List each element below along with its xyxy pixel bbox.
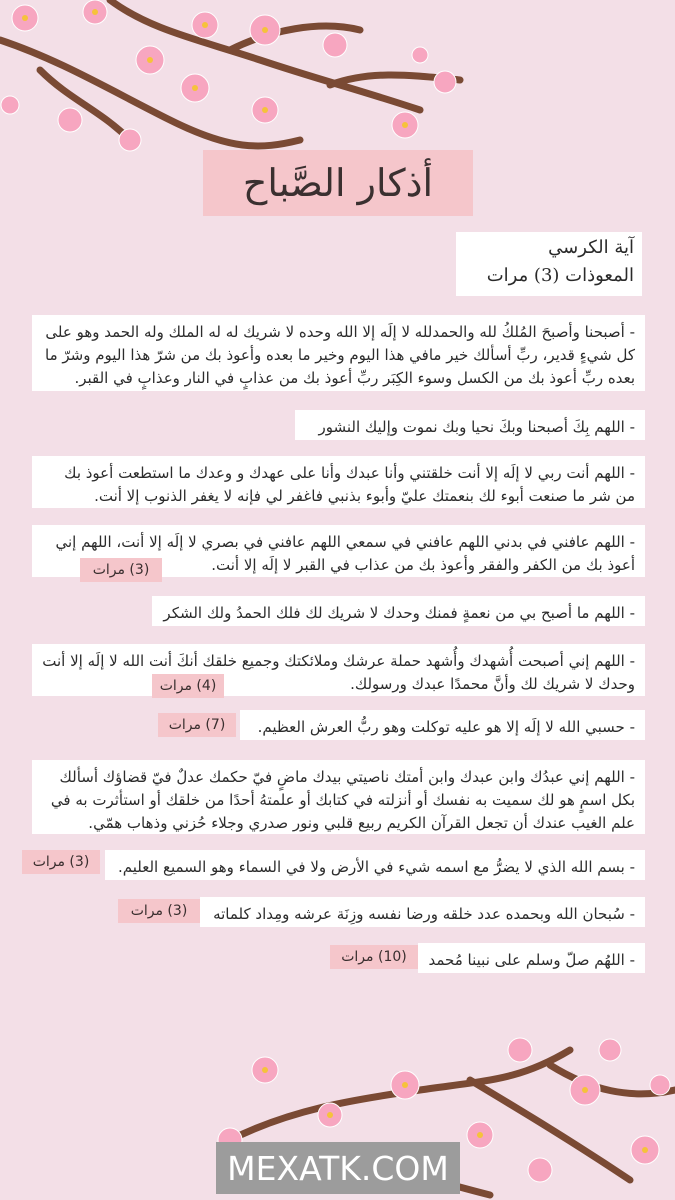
dhikr-card-2: - اللهم بِكَ أصبحنا وبكَ نحيا وبك نموت وإليك النشور <box>295 410 645 440</box>
dhikr-card-5: - اللهم ما أصبح بي من نعمةٍ فمنك وحدك لا شريك لك فلك الحمدُ ولك الشكر <box>152 596 645 626</box>
dhikr-card-9: - بسم الله الذي لا يضرُّ مع اسمه شيء في الأرض ولا في السماء وهو السميع العليم. <box>105 850 645 880</box>
subtitle-line-1: آية الكرسي <box>548 237 634 258</box>
page-title-box <box>203 150 473 216</box>
count-badge-9: (3) مرات <box>22 850 100 874</box>
dhikr-card-7: - حسبي الله لا إلَه إلا هو عليه توكلت وهو ربُّ العرش العظيم. <box>240 710 645 740</box>
dhikr-card-11: - اللهُم صلّ وسلم على نبينا مُحمد <box>418 943 645 973</box>
subtitle-box <box>456 232 642 296</box>
watermark-text: MEXATK.COM <box>227 1148 449 1188</box>
subtitle-line-2: المعوذات (3) مرات <box>486 265 634 286</box>
count-badge-7: (7) مرات <box>158 713 236 737</box>
cherry-blossom-branch-top <box>0 0 675 160</box>
watermark-logo <box>216 1142 460 1194</box>
dhikr-card-4: - اللهم عافني في بدني اللهم عافني في سمعي اللهم عافني في بصري لا إلَه إلا أنت، اللهم إني أعوذ بك من الكفر والفقر وأعوذ بك من عذاب في القبر لا إلَه إلا أنت. <box>32 525 645 577</box>
count-badge-11: (10) مرات <box>330 945 418 969</box>
count-badge-4: (3) مرات <box>80 558 162 582</box>
count-badge-6: (4) مرات <box>152 674 224 698</box>
dhikr-card-10: - سُبحان الله وبحمده عدد خلقه ورضا نفسه وزِنَة عرشه ومِداد كلماته <box>200 897 645 927</box>
count-badge-10: (3) مرات <box>118 899 200 923</box>
dhikr-card-8: - اللهم إني عبدُك وابن عبدك وابن أمتك ناصيتي بيدك ماضٍ فيّ حكمك عدلٌ فيّ قضاؤك أسألك بكل اسمٍ هو لك سميت به نفسك أو أنزلته في كتابك أو علمتهُ أحدًا من خلقك أو استأثرت به في علم الغيب عندك أن تجعل القرآن الكريم ربيع قلبي ونور صدري وجلاء حُزني وذهاب همّي. <box>32 760 645 834</box>
dhikr-card-6: - اللهم إني أصبحت أُشهدك وأُشهد حملة عرشك وملائكتك وجميع خلقك أنكَ أنت الله لا إلَه إلا أنت وحدك لا شريك لك وأنَّ محمدًا عبدك ورسولك. <box>32 644 645 696</box>
dhikr-card-3: - اللهم أنت ربي لا إلَه إلا أنت خلقتني وأنا عبدك وأنا على عهدك و وعدك ما استطعت أعوذ بك من شر ما صنعت أبوء لك بنعمتك عليّ وأبوء بذنبي فاغفر لي فإنه لا يغفر الذنوب إلا أنت. <box>32 456 645 508</box>
dhikr-card-1: - أصبحنا وأصبحَ المُلكُ لله والحمدلله لا إلَه إلا الله وحده لا شريك له له الملك وله الحمد وهو على كل شيءٍ قدير، ربِّ أسألك خير مافي هذا اليوم وخير ما بعده وأعوذ بك من شرّ هذا اليوم وشرّ ما بعده ربِّ أعوذ بك من الكسل وسوء الكِبَر ربِّ أعوذ بك من عذابٍ في النار وعذابٍ في القبر. <box>32 315 645 391</box>
page-title: أذكار الصَّباح <box>242 161 434 205</box>
